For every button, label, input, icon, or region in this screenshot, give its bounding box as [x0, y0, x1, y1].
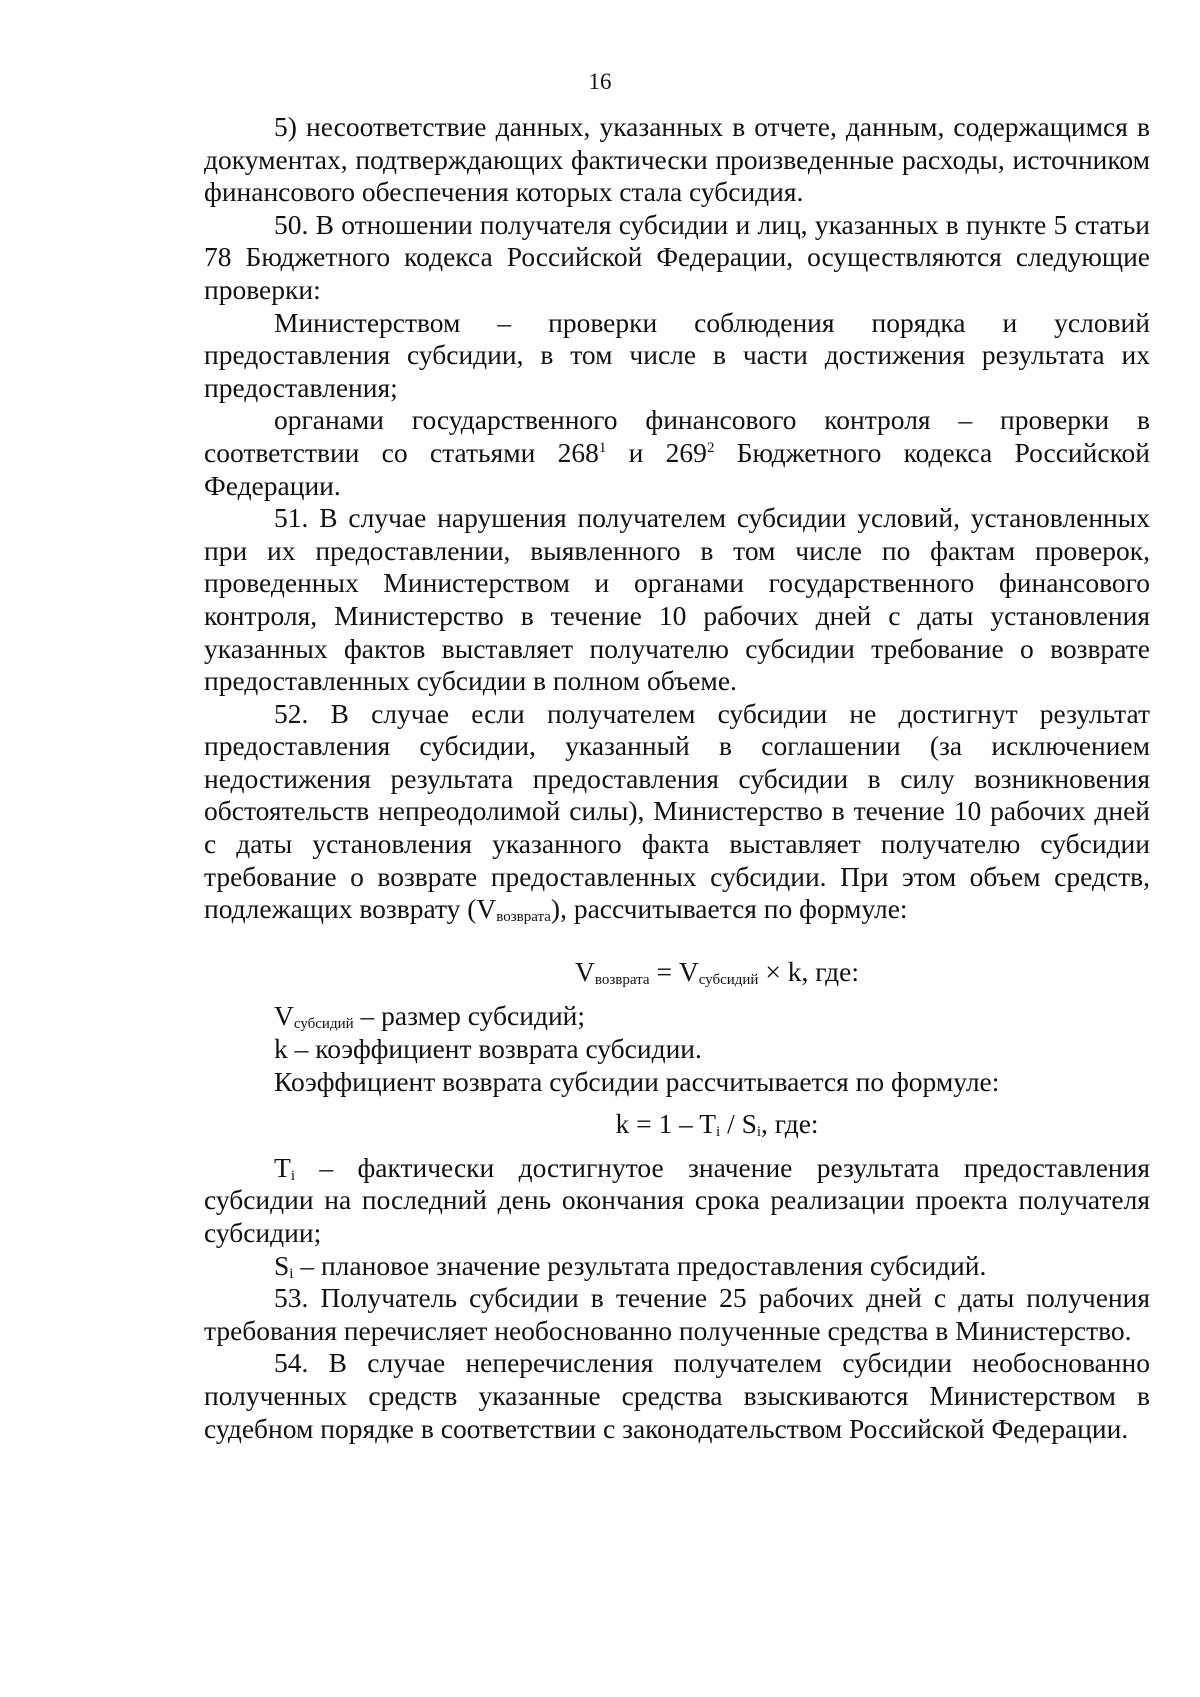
formula2-end: , где: — [761, 1108, 819, 1140]
paragraph-51: 51. В случае нарушения получателем субсидии условий, установленных при их предоставлении, выявленного в том числе по фактам проверок, проведенных Министерством и органами государственного финансового контроля, Министерство в течение 10 рабочих дней с даты установления указанных фактов выставляет получателю субсидии требование о возврате предоставленных субсидии в полном объеме. — [204, 502, 1150, 697]
formula2-start: k = 1 – T — [615, 1108, 717, 1140]
subscript-vozvrata: возврата — [496, 909, 551, 926]
superscript-1: 1 — [598, 439, 607, 456]
definition-t — [204, 1152, 1150, 1250]
formula-equals: = V — [649, 955, 699, 987]
page-number: 16 — [588, 69, 612, 94]
definition-k: k – коэффициент возврата субсидии. — [274, 1033, 702, 1065]
formula2-sub-t: i — [716, 1124, 721, 1141]
def-s-letter: S — [274, 1249, 290, 1281]
formula-coefficient — [204, 1108, 1150, 1141]
coefficient-intro: Коэффициент возврата субсидии рассчитывается по формуле: — [274, 1065, 1000, 1097]
def-v-sub: субсидий — [293, 1016, 354, 1033]
def-v-letter: V — [274, 1000, 294, 1032]
document-body — [204, 111, 1150, 1445]
def-s-sub: i — [289, 1265, 294, 1282]
paragraph-52 — [204, 698, 1150, 926]
superscript-2: 2 — [706, 439, 715, 456]
def-t-sub: i — [290, 1167, 295, 1184]
def-t-letter: T — [274, 1151, 291, 1183]
formula-sub-subsidiy: субсидий — [698, 971, 759, 988]
paragraph-ministry-checks: Министерством – проверки соблюдения порядка и условий предоставления субсидии, в том числе в части достижения результата их предоставления; — [204, 306, 1150, 403]
def-t-text: – фактически достигнутое значение результата предоставления субсидии на последний день окончания срока реализации проекта получателя субсидии; — [204, 1151, 1150, 1248]
formula-sub-vozvrata: возврата — [594, 971, 650, 988]
formula2-mid: / S — [720, 1108, 757, 1140]
paragraph-52-end: ), рассчитывается по формуле: — [550, 893, 908, 925]
formula2-sub-s: i — [756, 1124, 762, 1141]
control-checks-text: органами государственного финансового контроля – проверки в соответствии со статьями 268 — [204, 404, 1150, 468]
formula-v: V — [575, 955, 595, 987]
def-s-text: – плановое значение результата предоставления субсидий. — [293, 1249, 987, 1281]
paragraph-53: 53. Получатель субсидии в течение 25 рабочих дней с даты получения требования перечисляет необоснованно полученные средства в Министерство. — [204, 1282, 1150, 1346]
def-v-text: – размер субсидий; — [353, 1000, 586, 1032]
definition-v-subsidiy — [204, 1000, 1150, 1033]
formula-return-volume — [204, 956, 1150, 989]
paragraph-control-checks — [204, 404, 1150, 502]
control-checks-end: Бюджетного кодекса Российской Федерации. — [204, 436, 1150, 501]
paragraph-50: 50. В отношении получателя субсидии и лиц, указанных в пункте 5 статьи 78 Бюджетного кодекса Российской Федерации, осуществляются следующие проверки: — [204, 208, 1150, 305]
formula-rest: × k, где: — [758, 955, 859, 987]
control-checks-mid: и 269 — [606, 436, 707, 468]
paragraph-item-5: 5) несоответствие данных, указанных в отчете, данным, содержащимся в документах, подтверждающих фактически произведенные расходы, источником финансового обеспечения которых стала субсидия. — [204, 111, 1150, 208]
paragraph-52-text: 52. В случае если получателем субсидии не достигнут результат предоставления субсидии, указанный в соглашении (за исключением недостижения результата предоставления субсидии в силу возникновения обстоятельств непреодолимой силы), Министерство в течение 10 рабочих дней с даты установления указанного факта выставляет получателю субсидии требование о возврате предоставленных субсидии. При этом объем средств, подлежащих возврату (V — [204, 697, 1150, 925]
paragraph-54: 54. В случае неперечисления получателем субсидии необоснованно полученных средств указанные средства взыскиваются Министерством в судебном порядке в соответствии с законодательством Российской Федерации. — [204, 1347, 1150, 1444]
definition-s — [204, 1250, 1150, 1283]
